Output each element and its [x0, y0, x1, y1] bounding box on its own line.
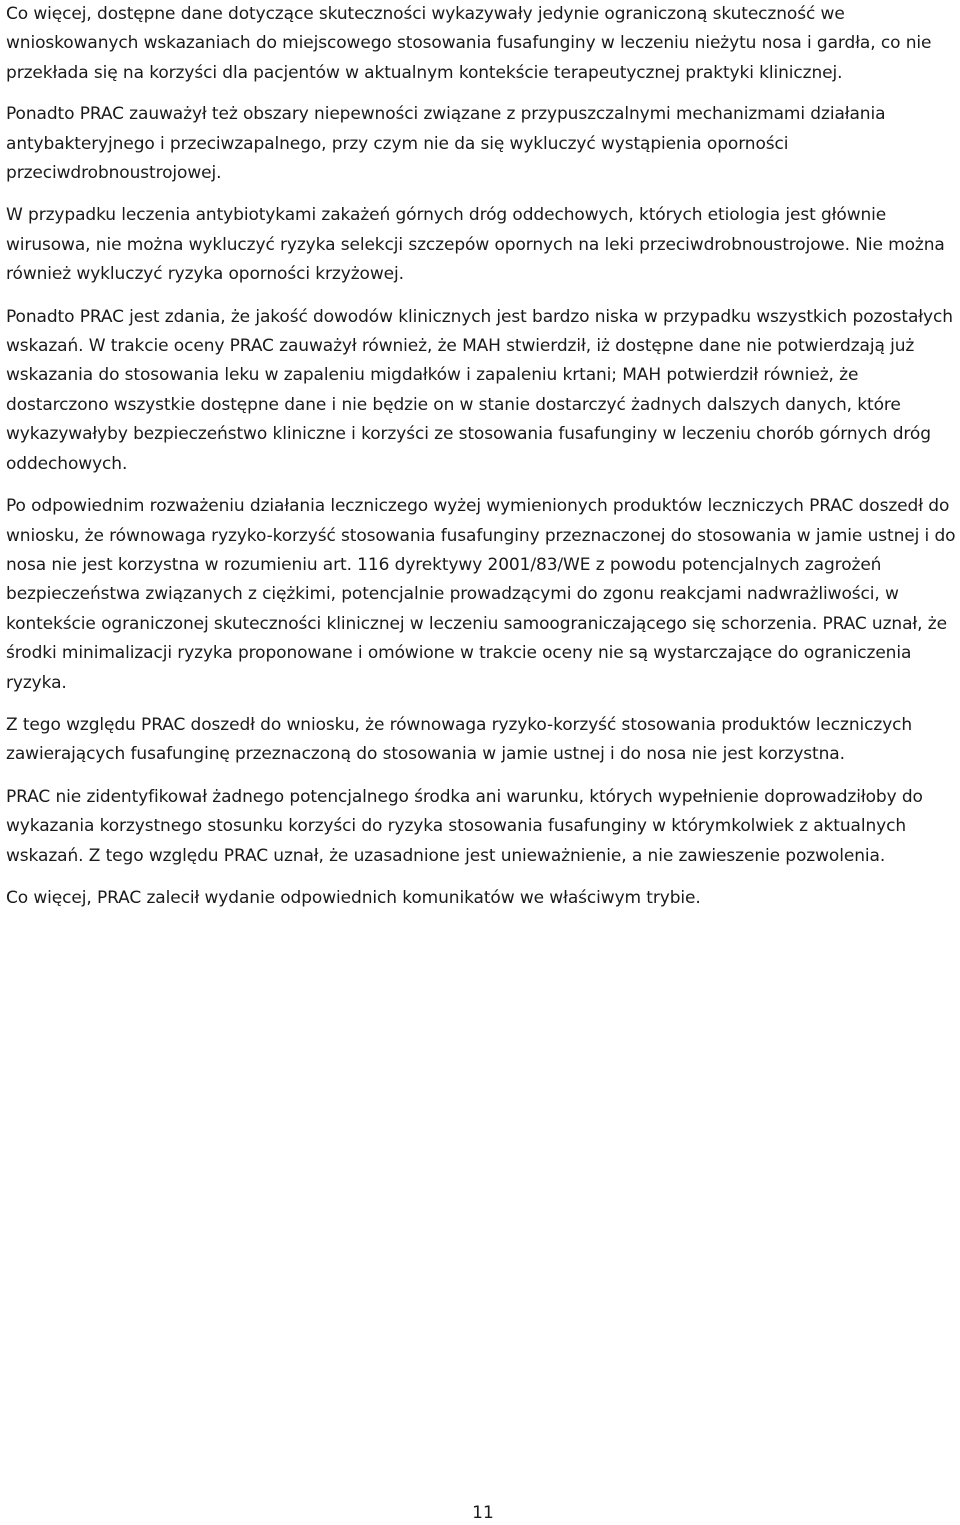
page-number: 11: [472, 1503, 494, 1523]
paragraph-revocation: PRAC nie zidentyfikował żadnego potencjalnego środka ani warunku, których wypełnienie doprowadziłoby do wykazania korzystnego stosunku korzyści do ryzyka stosowania fusafunginy w którymkolwiek z aktualnych wskazań. Z tego względu PRAC uznał, że uzasadnione jest unieważnienie, a nie zawieszenie pozwolenia.: [6, 786, 923, 866]
document-body: [6, 0, 958, 926]
page-footer: [0, 1502, 960, 1524]
paragraph-antibiotic-resistance: W przypadku leczenia antybiotykami zakażeń górnych dróg oddechowych, których etiologia jest głównie wirusowa, nie można wykluczyć ryzyka selekcji szczepów opornych na leki przeciwdrobnoustrojowe. Nie można również wykluczyć ryzyka oporności krzyżowej.: [6, 205, 945, 285]
paragraph-efficacy: Co więcej, dostępne dane dotyczące skuteczności wykazywały jedynie ograniczoną skuteczność we wnioskowanych wskazaniach do miejscowego stosowania fusafunginy w leczeniu nieżytu nosa i gardła, co nie przekłada się na korzyści dla pacjentów w aktualnym kontekście terapeutycznej praktyki klinicznej.: [6, 4, 932, 83]
paragraph-conclusion: Z tego względu PRAC doszedł do wniosku, że równowaga ryzyko-korzyść stosowania produktów leczniczych zawierających fusafunginę przeznaczoną do stosowania w jamie ustnej i do nosa nie jest korzystna.: [6, 714, 913, 765]
paragraph-uncertainty: Ponadto PRAC zauważył też obszary niepewności związane z przypuszczalnymi mechanizmami działania antybakteryjnego i przeciwzapalnego, przy czym nie da się wykluczyć wystąpienia oporności przeciwdrobnoustrojowej.: [6, 104, 886, 184]
paragraph-risk-benefit: Po odpowiednim rozważeniu działania leczniczego wyżej wymienionych produktów leczniczych PRAC doszedł do wniosku, że równowaga ryzyko-korzyść stosowania fusafunginy przeznaczonej do stosowania w jamie ustnej i do nosa nie jest korzystna w rozumieniu art. 116 dyrektywy 2001/83/WE z powodu potencjalnych zagrożeń bezpieczeństwa związanych z ciężkimi, potencjalnie prowadzącymi do zgonu reakcjami nadwrażliwości, w kontekście ograniczonej skuteczności klinicznej w leczeniu samoograniczającego się schorzenia. PRAC uznał, że środki minimalizacji ryzyka proponowane i omówione w trakcie oceny nie są wystarczające do ograniczenia ryzyka.: [6, 496, 956, 693]
paragraph-communication: Co więcej, PRAC zalecił wydanie odpowiednich komunikatów we właściwym trybie.: [6, 887, 701, 908]
paragraph-evidence-quality: Ponadto PRAC jest zdania, że jakość dowodów klinicznych jest bardzo niska w przypadku wszystkich pozostałych wskazań. W trakcie oceny PRAC zauważył również, że MAH stwierdził, iż dostępne dane nie potwierdzają już wskazania do stosowania leku w zapaleniu migdałków i zapaleniu krtani; MAH potwierdził również, że dostarczono wszystkie dostępne dane i nie będzie on w stanie dostarczyć żadnych dalszych danych, które wykazywałyby bezpieczeństwo kliniczne i korzyści ze stosowania fusafunginy w leczeniu chorób górnych dróg oddechowych.: [6, 306, 953, 474]
